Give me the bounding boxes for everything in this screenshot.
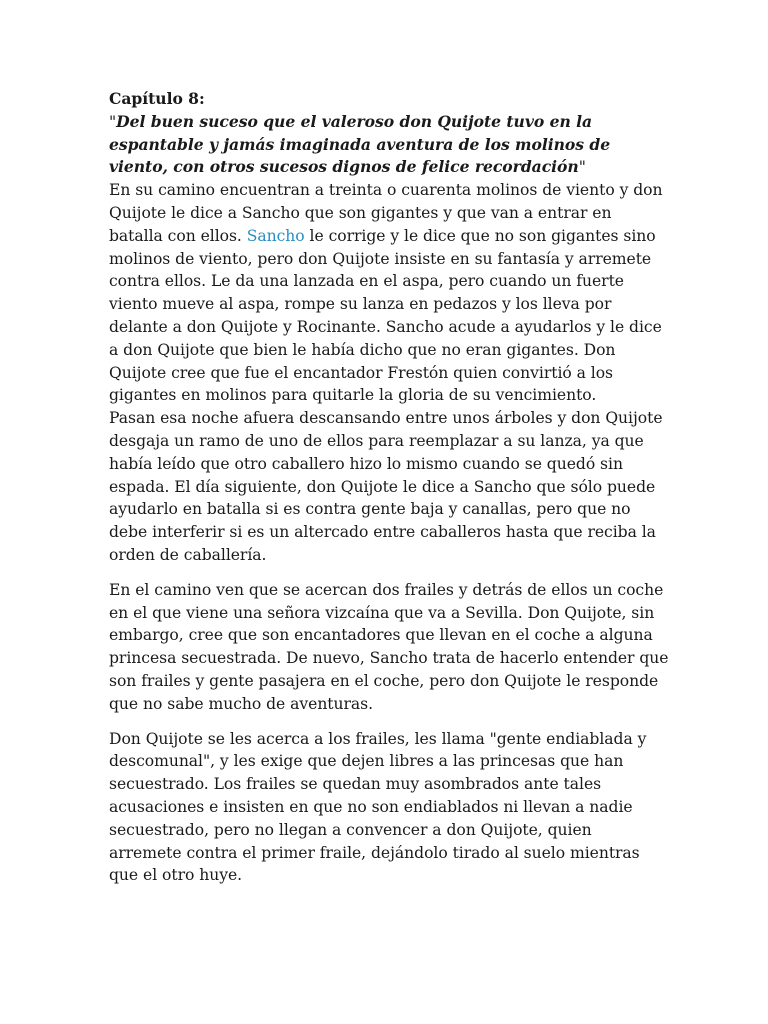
paragraph-4: Don Quijote se les acerca a los frailes, les llama "gente endiablada y descomunal", y les exige que dejen libres a las princesas que han secuestrado. Los frailes se quedan muy asombrados ante tales acusaciones e insisten en que no son endiablados ni llevan a nadie secuestrado, pero no llegan a convencer a don Quijote, quien arremete contra el primer fraile, dejándolo tirado al suelo mientras que el otro huye. [109, 729, 647, 885]
subtitle-open-quote: " [109, 112, 117, 131]
chapter-subtitle [109, 111, 669, 179]
subtitle-close-quote: " [578, 158, 586, 177]
sancho-link[interactable]: Sancho [246, 226, 305, 245]
paragraph-1-start: En su camino encuentran a treinta o cuarenta molinos de viento y don Quijote le dice a Sancho que son gigantes y que van a entrar en batalla con ellos. [109, 181, 663, 245]
document-page [109, 88, 669, 887]
chapter-heading: Capítulo 8: [109, 89, 205, 108]
paragraph-2: Pasan esa noche afuera descansando entre unos árboles y don Quijote desgaja un ramo de uno de ellos para reemplazar a su lanza, ya que había leído que otro caballero hizo lo mismo cuando se quedó sin espada. El día siguiente, don Quijote le dice a Sancho que sólo puede ayudarlo en batalla si es contra gente baja y canallas, pero que no debe interferir si es un altercado entre caballeros hasta que reciba la orden de caballería. [109, 409, 663, 564]
paragraph-1 [109, 179, 669, 407]
paragraph-1-rest: le corrige y le dice que no son gigantes sino molinos de viento, pero don Quijote insiste en su fantasía y arremete contra ellos. Le da una lanzada en el aspa, pero cuando un fuerte viento mueve al aspa, rompe su lanza en pedazos y los lleva por delante a don Quijote y Rocinante. Sancho acude a ayudarlos y le dice a don Quijote que bien le había dicho que no eran gigantes. Don Quijote cree que fue el encantador Frestón quien convirtió a los gigantes en molinos para quitarle la gloria de su vencimiento. [109, 226, 662, 405]
subtitle-text: Del buen suceso que el valeroso don Quijote tuvo en la espantable y jamás imaginada aventura de los molinos de viento, con otros sucesos dignos de felice recordación [109, 111, 611, 177]
paragraph-3: En el camino ven que se acercan dos frailes y detrás de ellos un coche en el que viene una señora vizcaína que va a Sevilla. Don Quijote, sin embargo, cree que son encantadores que llevan en el coche a alguna princesa secuestrada. De nuevo, Sancho trata de hacerlo entender que son frailes y gente pasajera en el coche, pero don Quijote le responde que no sabe mucho de aventuras. [109, 580, 669, 713]
